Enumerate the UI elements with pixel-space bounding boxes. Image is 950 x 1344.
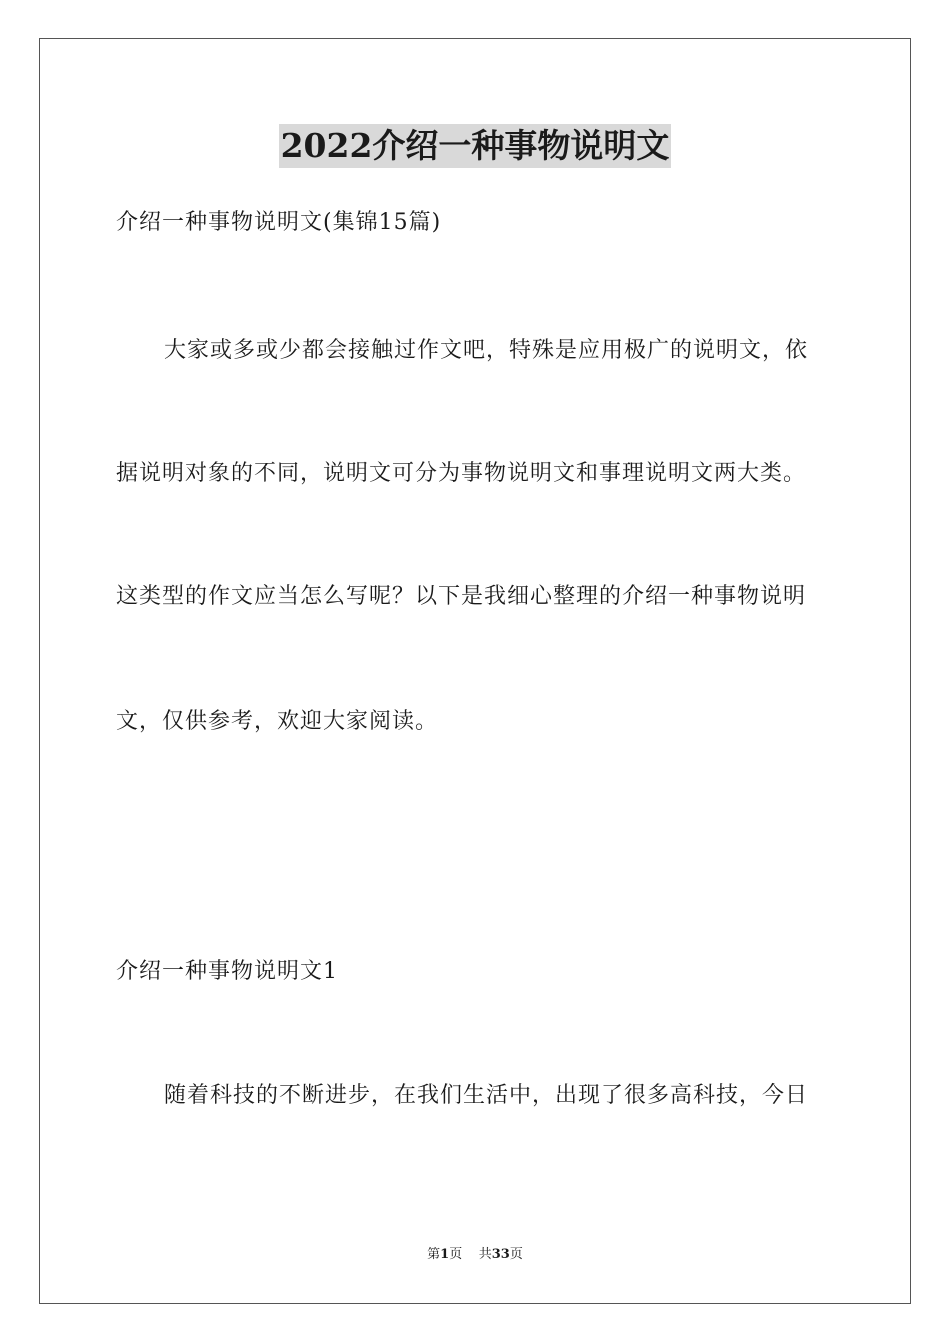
intro-line-3: 这类型的作文应当怎么写呢？以下是我细心整理的介绍一种事物说明 <box>116 584 807 609</box>
page-footer <box>0 1246 950 1264</box>
intro-line-4: 文，仅供参考，欢迎大家阅读。 <box>116 709 439 734</box>
page-label-suffix: 页 <box>449 1247 463 1262</box>
total-prefix: 共 <box>478 1247 492 1262</box>
title-container <box>0 124 950 168</box>
document-title: 2022介绍一种事物说明文 <box>279 124 672 168</box>
intro-line-2: 据说明对象的不同，说明文可分为事物说明文和事理说明文两大类。 <box>116 461 807 486</box>
section-line-1: 随着科技的不断进步，在我们生活中，出现了很多高科技，今日 <box>164 1083 809 1108</box>
section-heading: 介绍一种事物说明文1 <box>116 959 338 984</box>
page-label-prefix: 第 <box>427 1247 441 1262</box>
total-pages: 33 <box>491 1247 510 1262</box>
document-subtitle: 介绍一种事物说明文(集锦15篇) <box>116 210 442 235</box>
intro-line-1: 大家或多或少都会接触过作文吧，特殊是应用极广的说明文，依 <box>164 338 809 363</box>
page-number: 1 <box>440 1247 450 1262</box>
total-suffix: 页 <box>509 1247 523 1262</box>
